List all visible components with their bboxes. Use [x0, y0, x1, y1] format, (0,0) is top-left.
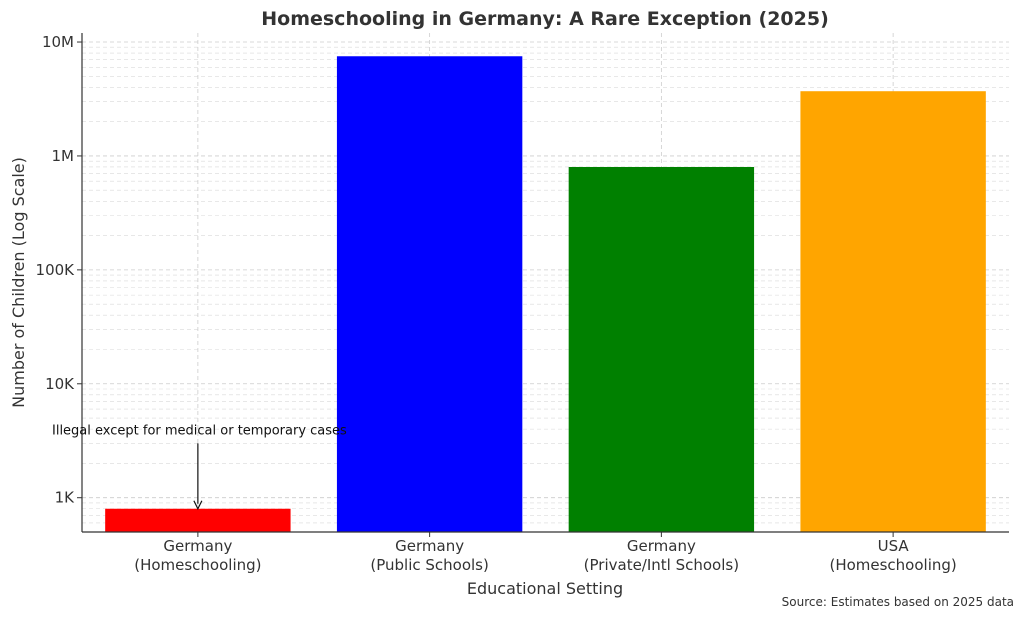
- x-tick-label: Germany: [163, 537, 233, 555]
- y-axis-label: Number of Children (Log Scale): [9, 157, 28, 408]
- x-tick-label: (Homeschooling): [829, 556, 957, 574]
- x-axis-label: Educational Setting: [466, 579, 624, 598]
- annotation: [52, 423, 347, 508]
- bar-1: [337, 56, 522, 532]
- x-tick-label: (Private/Intl Schools): [583, 556, 740, 574]
- x-tick-label: (Homeschooling): [134, 556, 262, 574]
- x-tick-label: (Public Schools): [370, 556, 489, 574]
- bar-2: [569, 167, 754, 532]
- x-ticks: [134, 532, 957, 574]
- source-note: Source: Estimates based on 2025 data: [781, 595, 1014, 609]
- annotation-text: Illegal except for medical or temporary cases: [52, 423, 347, 439]
- x-tick-label: USA: [877, 537, 909, 555]
- bars: [105, 56, 986, 532]
- x-tick-label: Germany: [626, 537, 696, 555]
- bar-0: [105, 509, 290, 532]
- bar-3: [800, 91, 985, 532]
- x-tick-label: Germany: [395, 537, 465, 555]
- y-tick-label: 100K: [35, 260, 74, 279]
- y-tick-label: 1K: [54, 488, 74, 507]
- y-tick-label: 1M: [51, 146, 74, 165]
- y-tick-label: 10M: [41, 33, 74, 52]
- y-tick-label: 10K: [45, 374, 74, 393]
- chart-title: Homeschooling in Germany: A Rare Exception (2025): [261, 8, 829, 30]
